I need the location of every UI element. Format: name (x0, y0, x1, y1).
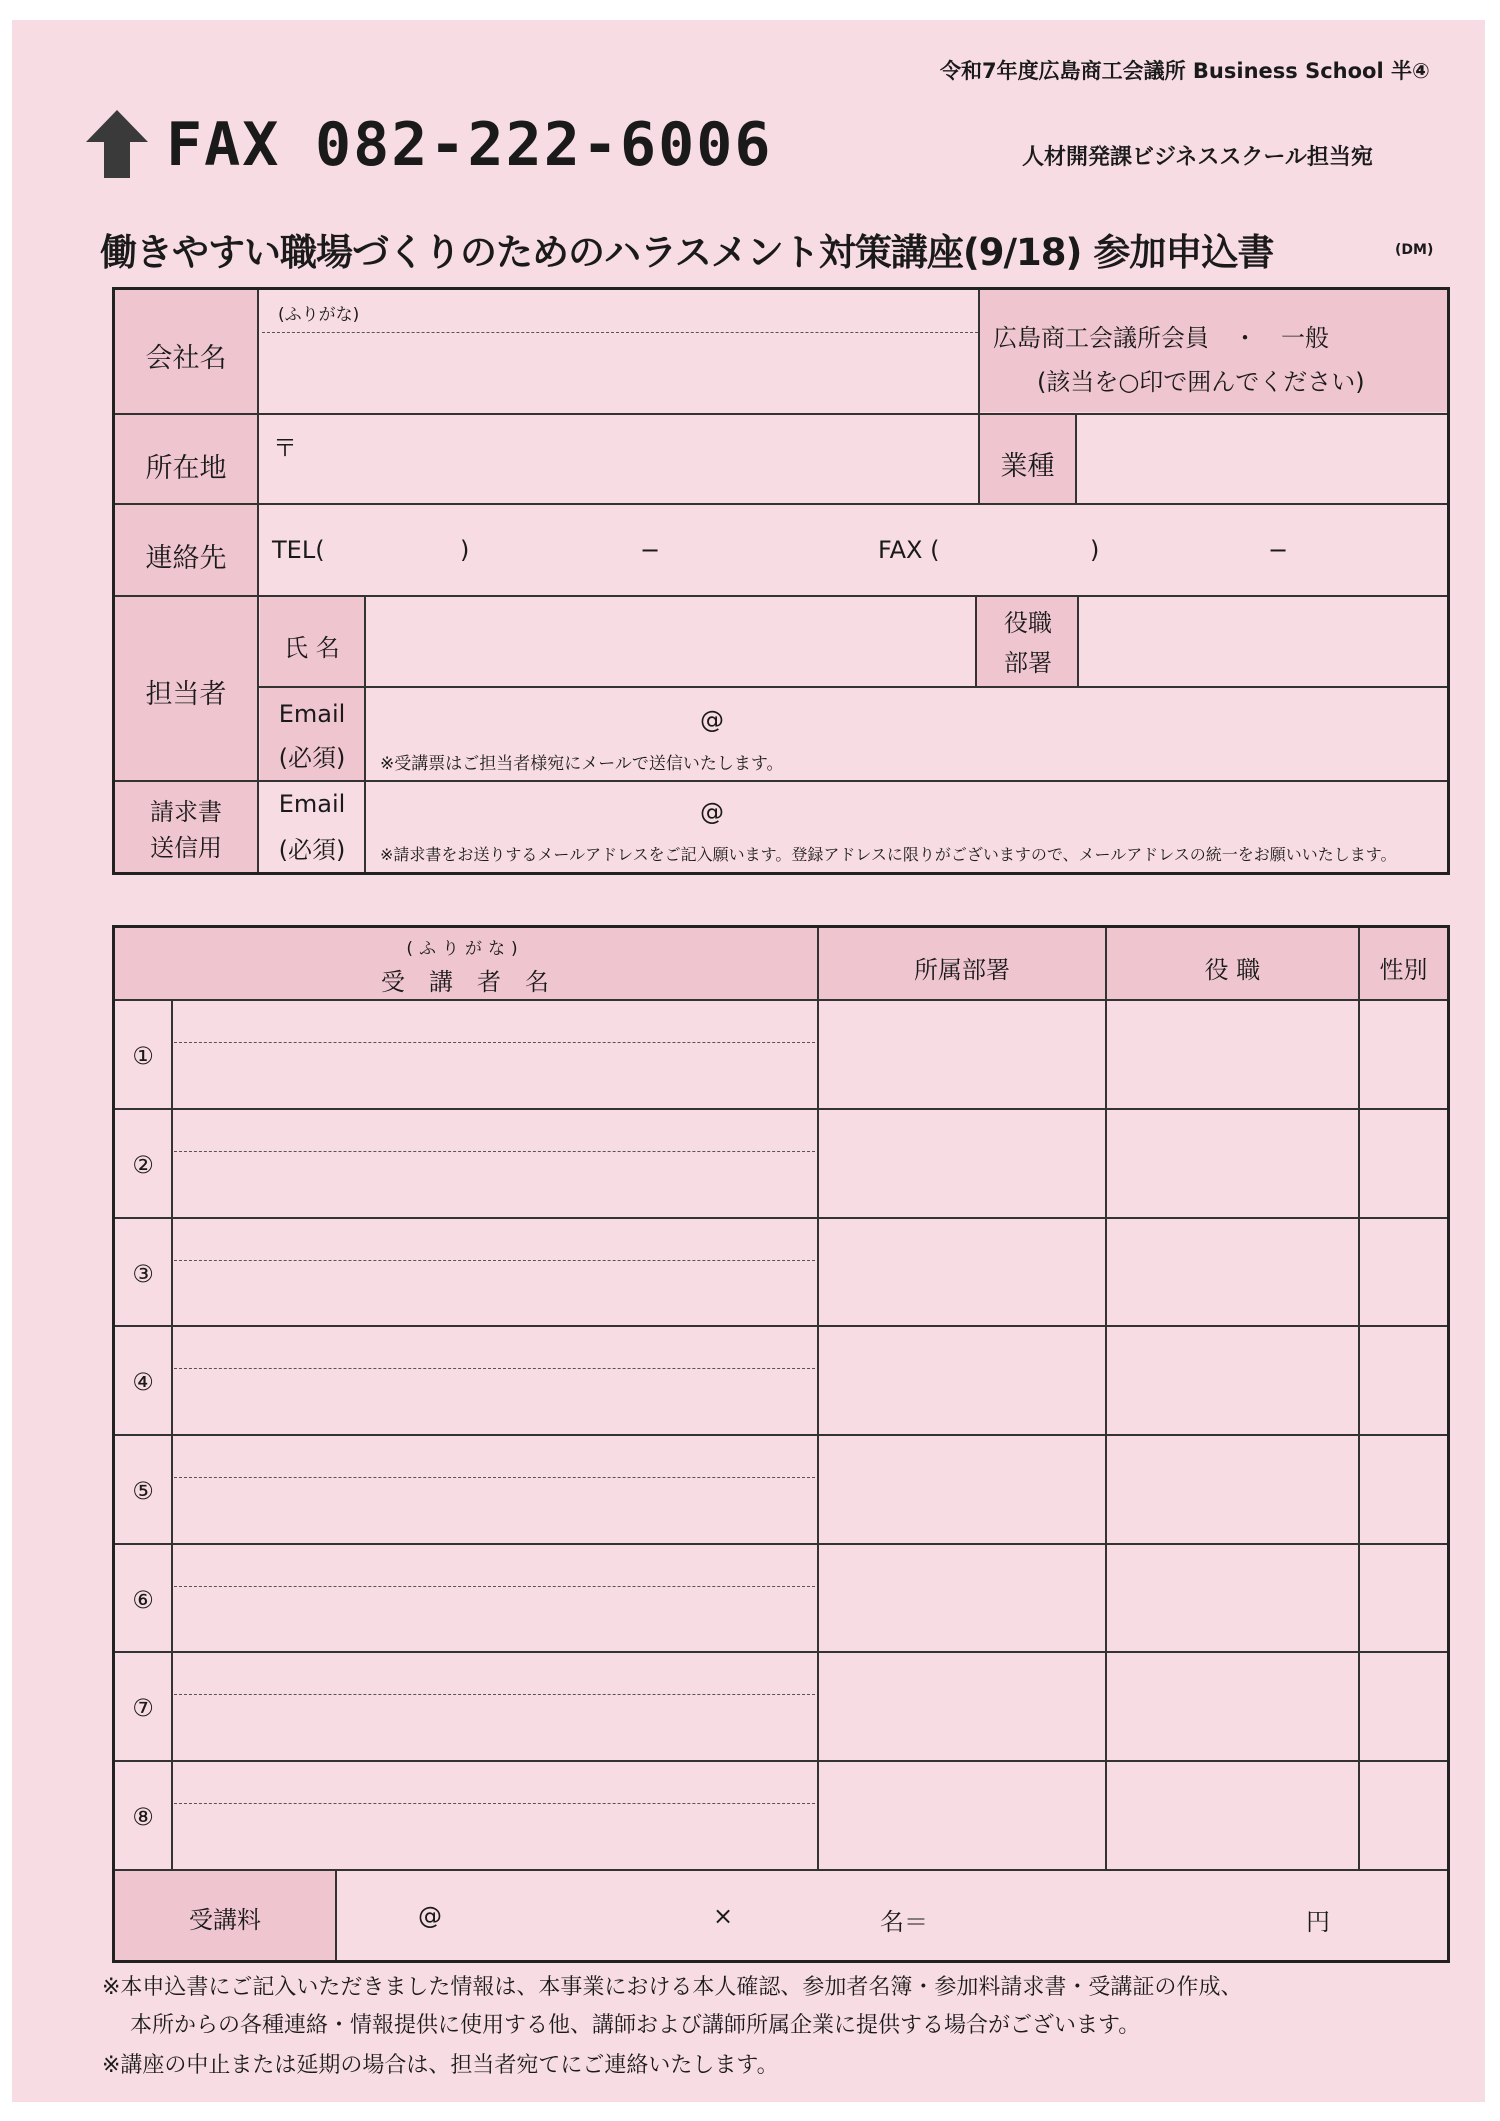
participant-name-header: 受 講 者 名 (381, 968, 549, 996)
email-at-mark: @ (700, 706, 724, 734)
industry-field[interactable] (1078, 416, 1447, 501)
invoice-at-mark: @ (700, 798, 724, 826)
fax-close: ) (1090, 536, 1100, 564)
invoice-label-2: 送信用 (150, 834, 222, 862)
position-label-1: 役職 (1004, 609, 1052, 637)
invoice-email-label: Email (278, 790, 346, 818)
cancel-note: ※講座の中止または延期の場合は、担当者宛てにご連絡いたします。 (102, 2053, 779, 2078)
fee-label: 受講料 (189, 1906, 261, 1934)
participant-name-field[interactable] (174, 1654, 815, 1758)
industry-label: 業種 (1000, 451, 1055, 482)
participant-name-field[interactable] (174, 1328, 815, 1432)
row-number: ⑤ (132, 1477, 154, 1505)
fax-field-label: FAX ( (878, 536, 940, 564)
invoice-email-field[interactable] (367, 783, 1447, 838)
title-tag: (DM) (1395, 242, 1434, 258)
participant-name-field[interactable] (174, 1546, 815, 1650)
postal-mark: 〒 (273, 434, 297, 462)
participant-name-field[interactable] (174, 1220, 815, 1324)
invoice-note: ※請求書をお送りするメールアドレスをご記入願います。登録アドレスに限りがございますので、メールアドレスの統一をお願いいたします。 (380, 845, 1397, 864)
fee-times-mark: × (713, 1902, 734, 1930)
address-label: 所在地 (145, 453, 227, 484)
tel-label: TEL( (272, 536, 325, 564)
up-arrow-icon (84, 108, 150, 180)
page-title: 働きやすい職場づくりのためのハラスメント対策講座(9/18) 参加申込書 (100, 231, 1274, 274)
address-field[interactable] (300, 416, 975, 501)
row-number: ⑦ (132, 1694, 154, 1722)
invoice-label-1: 請求書 (150, 798, 222, 826)
privacy-note-line2: 本所からの各種連絡・情報提供に使用する他、講師および講師所属企業に提供する場合がございます。 (130, 2013, 1141, 2038)
participant-name-field[interactable] (174, 1763, 815, 1867)
membership-note: (該当を○印で囲んでください) (1037, 368, 1365, 396)
row-number: ① (132, 1042, 154, 1070)
position-header: 役 職 (1204, 956, 1261, 984)
position-label-2: 部署 (1004, 649, 1052, 677)
row-number: ⑧ (132, 1803, 154, 1831)
fee-people-label: 名＝ (880, 1908, 928, 1936)
privacy-note-line1: ※本申込書にご記入いただきました情報は、本事業における本人確認、参加者名簿・参加料請求書・受講証の作成、 (102, 1975, 1243, 2000)
position-field[interactable] (1080, 598, 1447, 684)
participant-furigana-header: (ふりがな) (406, 939, 524, 959)
fax-number: 082-222-6006 (315, 110, 773, 180)
email-label: Email (278, 700, 346, 728)
email-note: ※受講票はご担当者様宛にメールで送信いたします。 (380, 754, 784, 774)
fax-label: FAX (166, 110, 281, 180)
person-label: 担当者 (145, 679, 227, 710)
fax-dash: − (1268, 536, 1289, 564)
name-label: 氏 名 (284, 634, 340, 662)
membership-options[interactable]: 広島商工会議所会員 ・ 一般 (993, 324, 1329, 352)
invoice-required-label: (必須) (278, 836, 346, 864)
person-name-field[interactable] (367, 598, 973, 684)
participant-name-field[interactable] (174, 1002, 815, 1106)
row-number: ⑥ (132, 1586, 154, 1614)
fee-yen-label: 円 (1306, 1908, 1330, 1936)
row-number: ③ (132, 1260, 154, 1288)
tel-close: ) (460, 536, 470, 564)
email-required-label: (必須) (278, 744, 346, 772)
furigana-label: (ふりがな) (278, 305, 360, 325)
gender-header: 性別 (1379, 956, 1428, 984)
email-field[interactable] (367, 689, 1447, 744)
contact-label: 連絡先 (145, 543, 227, 574)
department-label: 人材開発課ビジネススクール担当宛 (1022, 145, 1373, 170)
row-number: ④ (132, 1368, 154, 1396)
fee-at-mark: @ (418, 1902, 442, 1930)
fee-field[interactable] (338, 1872, 1447, 1958)
company-name-field[interactable] (260, 338, 976, 410)
series-label: 令和7年度広島商工会議所 Business School 半④ (940, 59, 1430, 83)
tel-dash: − (640, 536, 661, 564)
participant-name-field[interactable] (174, 1111, 815, 1215)
participant-name-field[interactable] (174, 1437, 815, 1541)
company-name-label: 会社名 (145, 343, 227, 374)
dept-header: 所属部署 (914, 956, 1010, 984)
row-number: ② (132, 1151, 154, 1179)
